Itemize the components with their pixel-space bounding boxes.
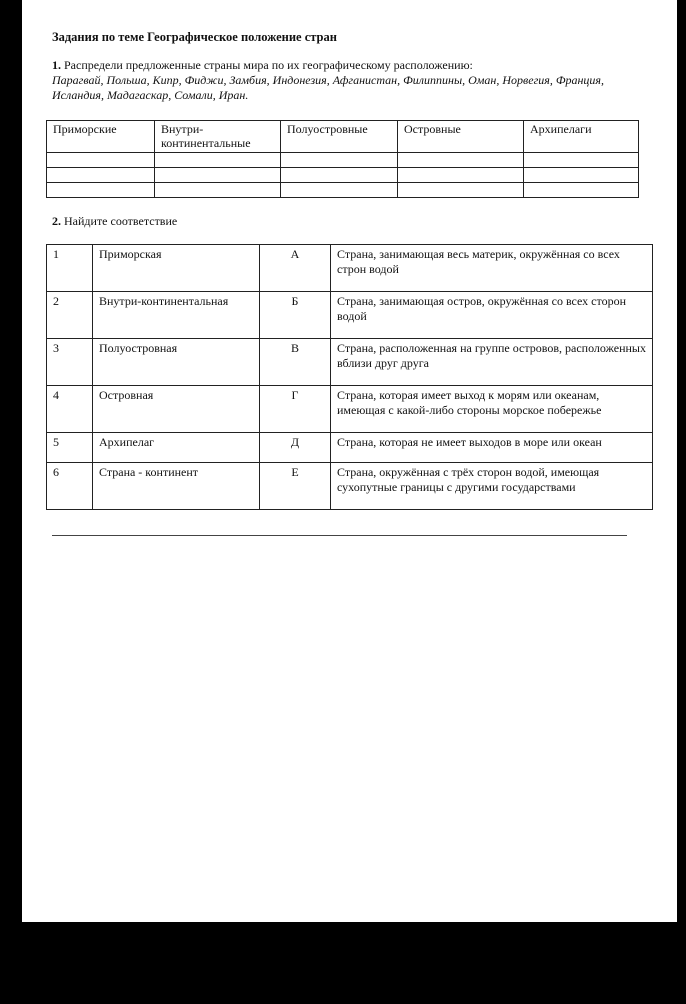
term-name: Страна - континент bbox=[93, 463, 260, 510]
task-1-instruction: Распредели предложенные страны мира по их географическому расположению: bbox=[64, 58, 473, 72]
task-2 bbox=[52, 214, 177, 229]
table-cell[interactable] bbox=[524, 153, 639, 168]
table-cell[interactable] bbox=[155, 183, 281, 198]
task-1 bbox=[52, 58, 652, 103]
table-cell[interactable] bbox=[398, 168, 524, 183]
table-row bbox=[47, 463, 653, 510]
term-name: Островная bbox=[93, 386, 260, 433]
definition-letter: В bbox=[260, 339, 331, 386]
row-number: 2 bbox=[47, 292, 93, 339]
definition-text: Страна, расположенная на группе островов, расположенных вблизи друг друга bbox=[331, 339, 653, 386]
table-row bbox=[47, 168, 639, 183]
row-number: 4 bbox=[47, 386, 93, 433]
table-row bbox=[47, 386, 653, 433]
table-row bbox=[47, 339, 653, 386]
row-number: 5 bbox=[47, 433, 93, 463]
table-cell[interactable] bbox=[524, 183, 639, 198]
table-header-row bbox=[47, 121, 639, 153]
definition-letter: А bbox=[260, 245, 331, 292]
definition-text: Страна, окружённая с трёх сторон водой, имеющая сухопутные границы с другими государствами bbox=[331, 463, 653, 510]
table-cell[interactable] bbox=[281, 153, 398, 168]
table-cell[interactable] bbox=[155, 153, 281, 168]
task-1-number: 1. bbox=[52, 58, 61, 72]
term-name: Полуостровная bbox=[93, 339, 260, 386]
term-name: Приморская bbox=[93, 245, 260, 292]
table-cell[interactable] bbox=[47, 153, 155, 168]
table-cell[interactable] bbox=[155, 168, 281, 183]
header-island: Островные bbox=[398, 121, 524, 153]
header-landlocked: Внутри-континентальные bbox=[155, 121, 281, 153]
table-row bbox=[47, 433, 653, 463]
term-name: Архипелаг bbox=[93, 433, 260, 463]
definition-letter: Г bbox=[260, 386, 331, 433]
definition-text: Страна, занимающая остров, окружённая со всех сторон водой bbox=[331, 292, 653, 339]
task-2-instruction: Найдите соответствие bbox=[64, 214, 178, 228]
definition-letter: Д bbox=[260, 433, 331, 463]
row-number: 3 bbox=[47, 339, 93, 386]
definition-text: Страна, которая имеет выход к морям или океанам, имеющая с какой-либо стороны морское побережье bbox=[331, 386, 653, 433]
table-row bbox=[47, 183, 639, 198]
row-number: 1 bbox=[47, 245, 93, 292]
classification-table bbox=[46, 120, 639, 198]
table-cell[interactable] bbox=[281, 168, 398, 183]
page-title: Задания по теме Географическое положение стран bbox=[52, 30, 337, 44]
separator-line bbox=[52, 535, 627, 536]
worksheet-page bbox=[22, 0, 677, 922]
header-archipelago: Архипелаги bbox=[524, 121, 639, 153]
table-cell[interactable] bbox=[524, 168, 639, 183]
term-name: Внутри-континентальная bbox=[93, 292, 260, 339]
header-coastal: Приморские bbox=[47, 121, 155, 153]
table-row bbox=[47, 245, 653, 292]
definition-letter: Е bbox=[260, 463, 331, 510]
matching-table bbox=[46, 244, 653, 510]
task-2-number: 2. bbox=[52, 214, 61, 228]
table-cell[interactable] bbox=[47, 168, 155, 183]
row-number: 6 bbox=[47, 463, 93, 510]
definition-text: Страна, занимающая весь материк, окружённая со всех строн водой bbox=[331, 245, 653, 292]
table-cell[interactable] bbox=[398, 183, 524, 198]
definition-letter: Б bbox=[260, 292, 331, 339]
header-peninsular: Полуостровные bbox=[281, 121, 398, 153]
table-cell[interactable] bbox=[47, 183, 155, 198]
table-cell[interactable] bbox=[398, 153, 524, 168]
table-row bbox=[47, 153, 639, 168]
definition-text: Страна, которая не имеет выходов в море или океан bbox=[331, 433, 653, 463]
country-list: Парагвай, Польша, Кипр, Фиджи, Замбия, Индонезия, Афганистан, Филиппины, Оман, Норвегия, Франция, Исландия, Мадагаскар, Сомали, Иран. bbox=[52, 73, 605, 102]
table-cell[interactable] bbox=[281, 183, 398, 198]
table-row bbox=[47, 292, 653, 339]
